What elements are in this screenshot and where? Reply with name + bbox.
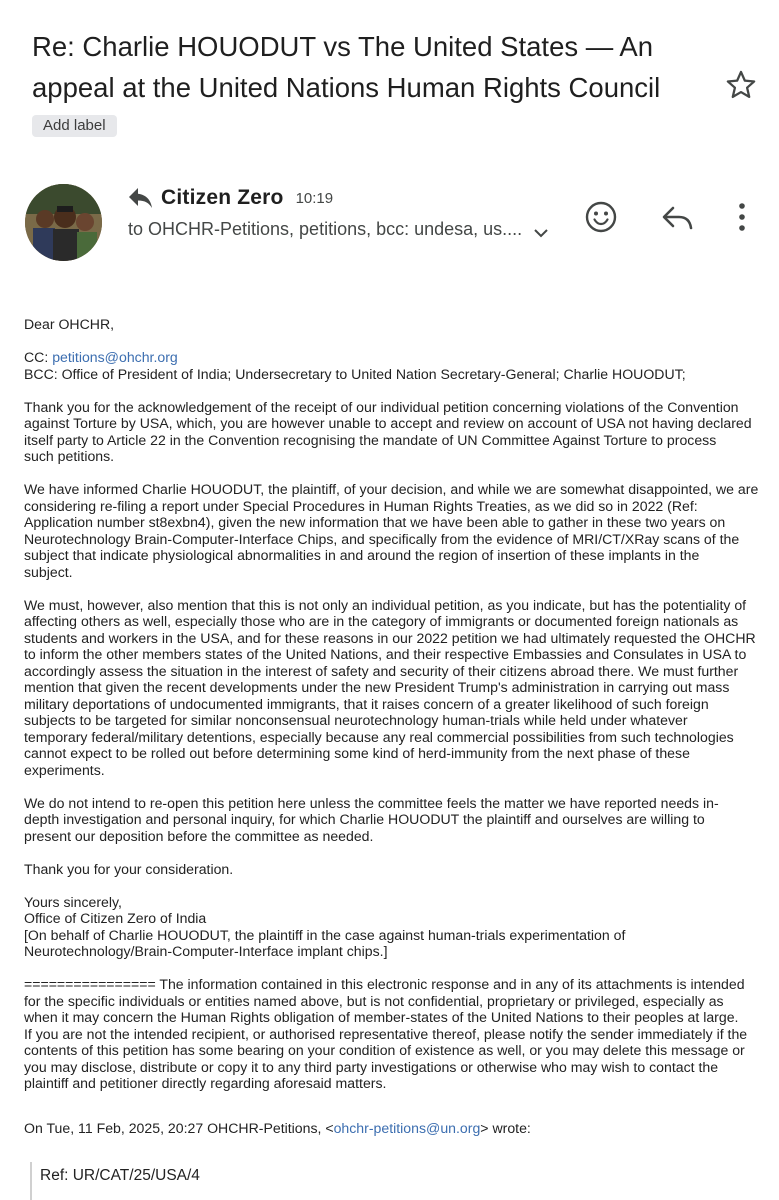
- quote-bar: [30, 1162, 32, 1200]
- body-line: accordingly assess the situation in the interest of safety and security of their citizens abroad there. We must further: [24, 662, 739, 679]
- signature-line: Yours sincerely,: [24, 893, 122, 910]
- body-line: Application number st8exbn4), given the new information that we have been able to gather in these two years on: [24, 514, 726, 530]
- sender-header: [127, 183, 333, 213]
- reply-icon[interactable]: [660, 203, 696, 233]
- disclaimer-line: If you are not the intended recipient, or authorised representative thereof, please notify the sender immediately if the: [24, 1025, 748, 1042]
- body-line: Thank you for the acknowledgement of the receipt of our individual petition concerning violations of the Convention: [24, 398, 739, 415]
- cc-line: [24, 349, 760, 366]
- body-line: We must, however, also mention that this is not only an individual petition, as you indicate, but has the potentiality of: [24, 596, 747, 613]
- sender-name[interactable]: Citizen Zero: [161, 186, 284, 209]
- signature-line: Office of Citizen Zero of India: [24, 910, 207, 926]
- disclaimer-line: plaintiff and petitioner directly regarding aforesaid matters.: [24, 1075, 387, 1091]
- sender-avatar[interactable]: [25, 184, 102, 261]
- disclaimer-block: [24, 976, 760, 1092]
- email-body: [24, 316, 760, 1153]
- quote-header-suffix: > wrote:: [480, 1119, 531, 1136]
- recipients-row[interactable]: [128, 219, 550, 240]
- signature-line: [On behalf of Charlie HOUODUT, the plaintiff in the case against human-trials experimentation of: [24, 926, 626, 943]
- body-line: mention that given the recent developments under the new President Trump's administration in carrying out mass: [24, 679, 730, 695]
- body-line: subject that indicate physiological abnormalities in and around the region of insertion of these implants in the: [24, 547, 700, 563]
- thanks-line: Thank you for your consideration.: [24, 860, 234, 877]
- body-line: itself party to Article 22 in the Convention recognising the mandate of UN Committee Against Torture to process: [24, 431, 717, 448]
- signature-block: [24, 894, 760, 960]
- paragraph-concerns: [24, 597, 760, 779]
- body-line: Neurotechnology Brain-Computer-Interface Chips, and specifically from the evidence of MRI/CT/XRay scans of the: [24, 530, 740, 547]
- paragraph-refiling: [24, 481, 760, 580]
- disclaimer-line: you may disclose, distribute or copy it to any third party investigations or otherwise who may wish to contact the: [24, 1058, 719, 1075]
- signature-line: Neurotechnology/Brain-Computer-Interface implant chips.]: [24, 943, 388, 959]
- body-line: against Torture by USA, which, you are however unable to accept and review on account of USA not having declared: [24, 415, 752, 431]
- recipients-summary[interactable]: to OHCHR-Petitions, petitions, bcc: undesa, us....: [128, 219, 523, 239]
- quoted-reference: Ref: UR/CAT/25/USA/4: [40, 1167, 200, 1184]
- body-line: depth investigation and personal inquiry, for which Charlie HOUODUT the plaintiff and ourselves are willing to: [24, 811, 705, 827]
- disclaimer-line: contents of this petition has some bearing on your condition of existence as well, or you may delete this message or: [24, 1042, 745, 1058]
- cc-label: CC:: [24, 349, 53, 365]
- paragraph-reopen: [24, 795, 760, 845]
- star-icon[interactable]: [724, 68, 758, 102]
- quote-header: [24, 1120, 760, 1137]
- disclaimer-line: when it may concern the Human Rights obligation of member-states of the United Nations to their peoples at large.: [24, 1009, 739, 1025]
- body-line: cannot expect to be rolled out before determining some kind of herd-immunity from the next phase of these: [24, 745, 690, 761]
- reply-arrow-icon: [127, 185, 155, 211]
- greeting: Dear OHCHR,: [24, 316, 115, 332]
- body-line: considering re-filing a report under Special Procedures in Human Rights Treaties, as we did so in 2022 (Ref:: [24, 497, 698, 514]
- disclaimer-line: ================ The information contained in this electronic response and in any of its attachments is intended: [24, 976, 745, 992]
- add-label-button[interactable]: Add label: [32, 115, 117, 137]
- emoji-reaction-icon[interactable]: [584, 200, 618, 234]
- body-line: affecting others as well, especially those who are in the category of immigrants or documented foreign nationals as: [24, 613, 739, 629]
- quote-header-text: On Tue, 11 Feb, 2025, 20:27 OHCHR-Petitions, <: [24, 1119, 334, 1136]
- body-line: We do not intend to re-open this petition here unless the committee feels the matter we have reported needs in-: [24, 794, 719, 811]
- body-line: subject.: [24, 563, 73, 580]
- body-line: to inform the other members states of the United Nations, and their respective Embassies and Consulates in USA to: [24, 646, 747, 662]
- body-line: subjects to be targeted for similar nonconsensual neurotechnology human-trials while held under whatever: [24, 712, 688, 728]
- email-subject: Re: Charlie HOUODUT vs The United States — An appeal at the United Nations Human Rights Council: [32, 31, 661, 103]
- cc-bcc-block: [24, 349, 760, 382]
- body-line: such petitions.: [24, 448, 115, 464]
- body-line: experiments.: [24, 761, 105, 778]
- body-line: We have informed Charlie HOUODUT, the plaintiff, of your decision, and while we are somewhat disappointed, we are: [24, 481, 759, 497]
- sent-time: 10:19: [295, 189, 334, 207]
- more-vert-icon[interactable]: [735, 202, 749, 232]
- paragraph-acknowledgement: [24, 399, 760, 465]
- cc-email-link[interactable]: petitions@ohchr.org: [52, 349, 178, 365]
- body-line: military deportations of undocumented immigrants, that it raises concern of a greater likelihood of such foreign: [24, 695, 709, 712]
- bcc-line: BCC: Office of President of India; Undersecretary to United Nation Secretary-General; Charlie HOUODUT;: [24, 365, 686, 382]
- disclaimer-line: for the specific individuals or entities named above, but is not confidential, proprietary or privileged, especially as: [24, 992, 724, 1009]
- body-line: temporary federal/military detentions, especially because any real commercial possibilities from such technologies: [24, 728, 734, 745]
- quote-sender-email-link[interactable]: ohchr-petitions@un.org: [333, 1119, 481, 1136]
- chevron-down-icon[interactable]: [532, 226, 550, 240]
- body-line: students and workers in the USA, and for these reasons in our 2022 petition we had ultimately requested the OHCHR: [24, 629, 756, 646]
- body-line: present our deposition before the committee as needed.: [24, 827, 374, 844]
